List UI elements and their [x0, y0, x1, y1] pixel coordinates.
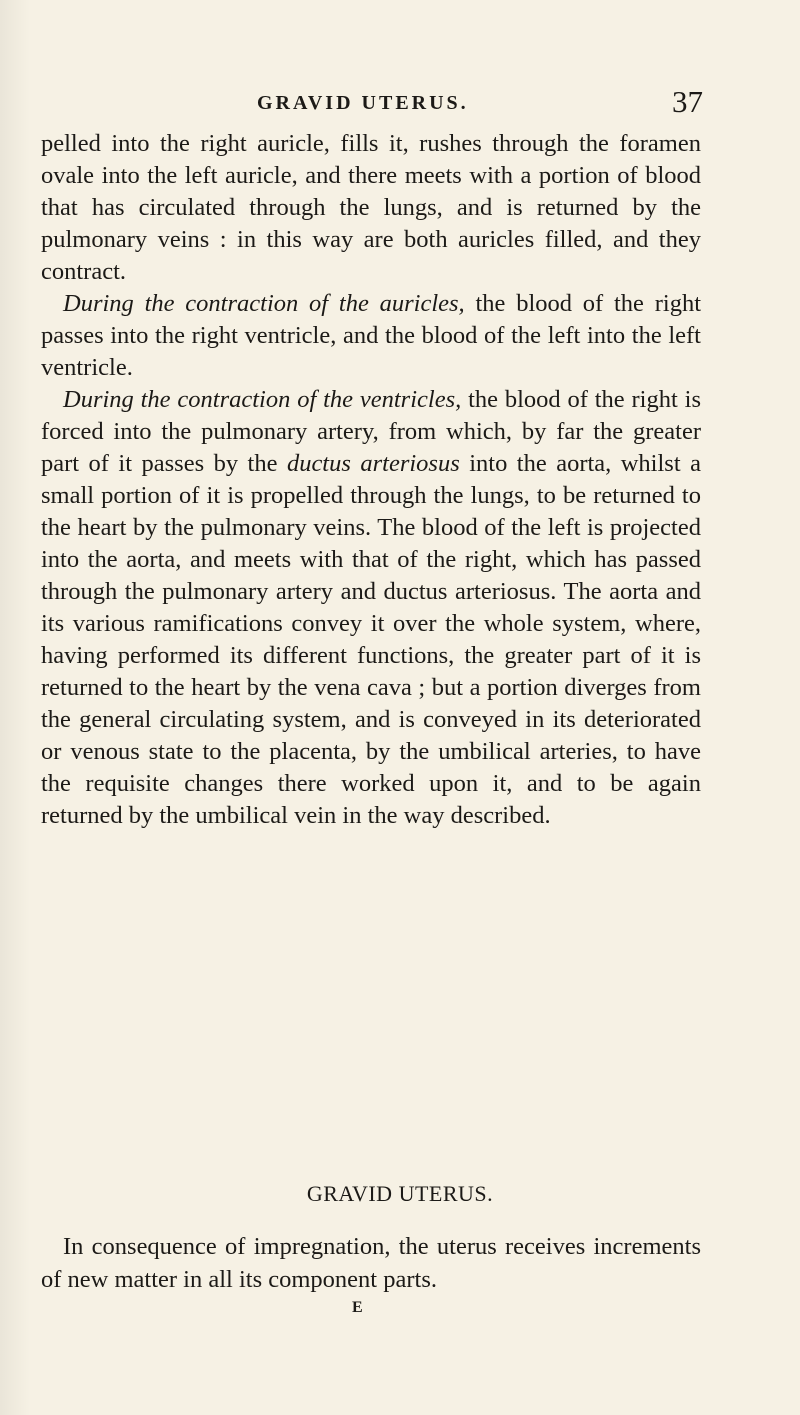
- paragraph-3-rest: into the aorta, whilst a small portion of it is propelled through the lungs, to be returned to the heart by the pulmonary veins. The blood of the left is projected into the aorta, and meets with that of the right, which has passed through the pulmonary artery and ductus arteriosus. The aorta and its various ramifications convey it over the whole system, where, having performed its different functions, the greater part of it is returned to the heart by the vena cava ; but a portion diverges from the general circulating system, and is conveyed in its deteriorated or venous state to the placenta, by the umbilical arteries, to have the requisite changes there worked upon it, and to be again returned by the umbilical vein in the way described.: [41, 450, 701, 829]
- section-heading: GRAVID UTERUS.: [306, 1181, 494, 1206]
- section-text: [41, 1230, 701, 1296]
- paragraph-1: pelled into the right auricle, fills it, rushes through the foramen ovale into the left auricle, and there meets with a portion of blood that has circulated through the lungs, and is returned by the pulmonary veins : in this way are both auricles filled, and they contract.: [41, 130, 701, 285]
- running-head: GRAVID UTERUS.: [257, 92, 469, 114]
- body-text: [41, 128, 701, 832]
- signature-mark: E: [352, 1299, 363, 1316]
- paragraph-3-italic-term: ductus arteriosus: [286, 450, 460, 477]
- paragraph-2: [41, 288, 701, 384]
- paragraph-3-mid: the blood of the right is forced into the pulmonary artery, from which, by far the greater part of it passes by the: [41, 386, 701, 477]
- section-paragraph: In consequence of impregnation, the uterus receives increments of new matter in all its component parts.: [41, 1233, 701, 1293]
- paragraph-3: [41, 384, 701, 832]
- page-number: 37: [672, 84, 703, 119]
- paragraph-2-rest: the blood of the right passes into the right ventricle, and the blood of the left into the left ventricle.: [41, 290, 701, 381]
- paragraph-2-italic: During the contraction of the auricles,: [63, 290, 465, 317]
- paragraph-3-italic: During the contraction of the ventricles,: [63, 386, 462, 413]
